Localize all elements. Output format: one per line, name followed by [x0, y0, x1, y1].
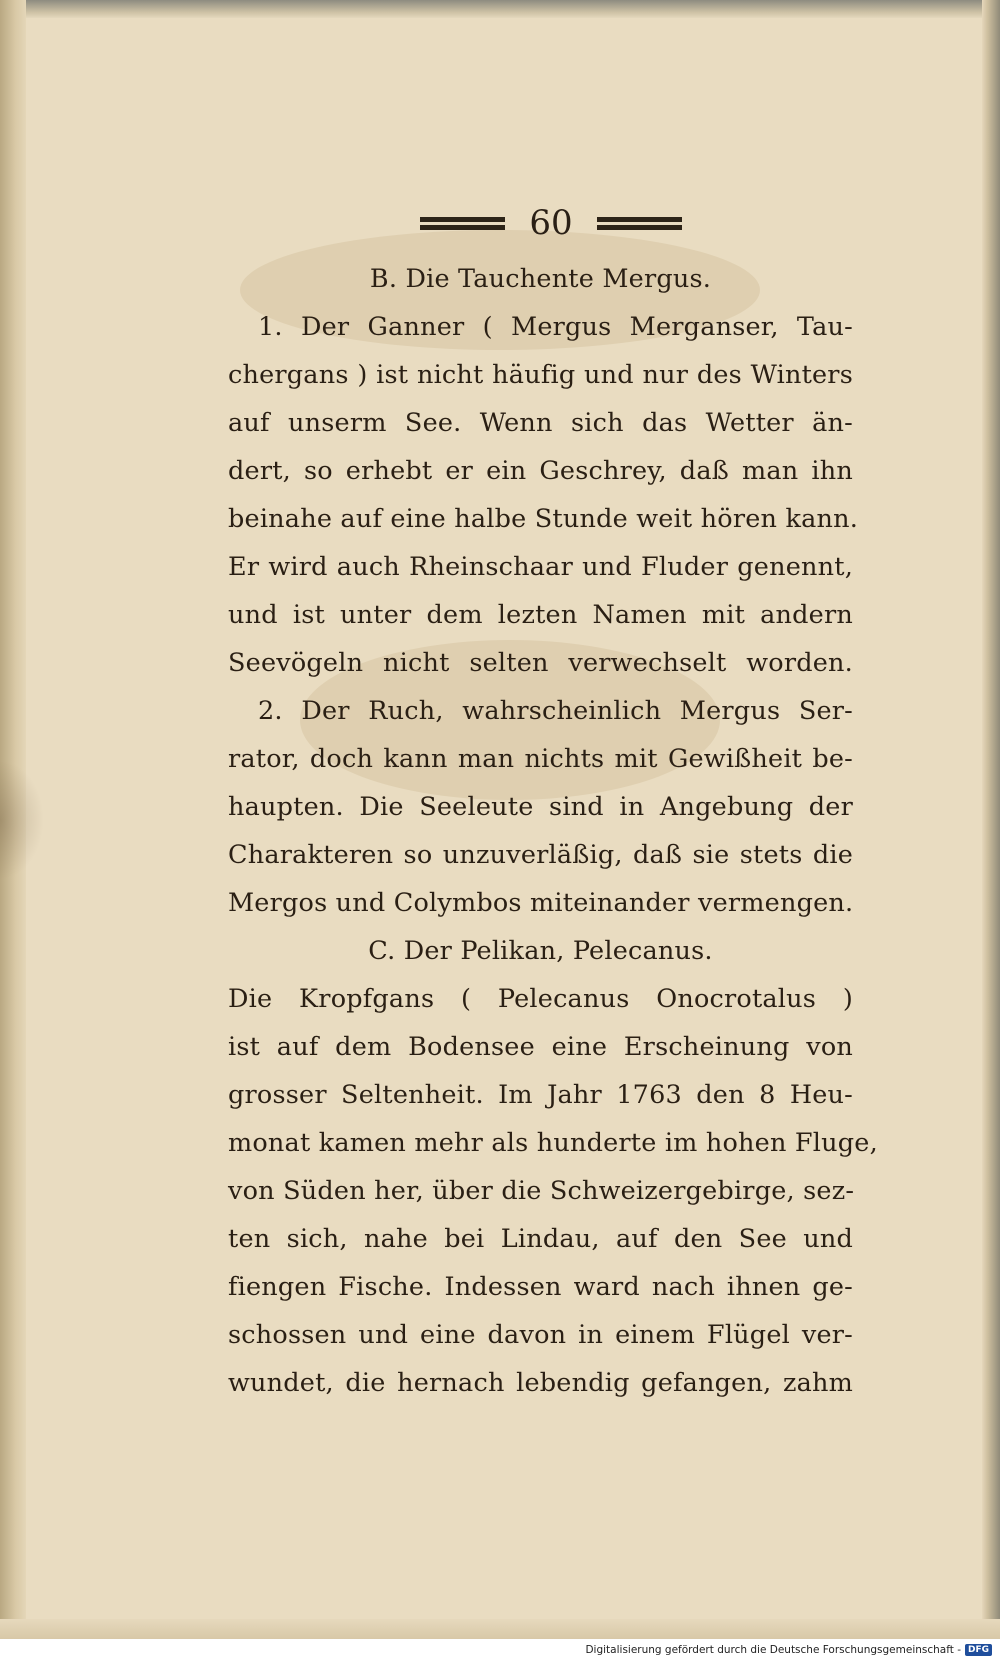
text-line: Er wird auch Rheinschaar und Fluder genennt,: [228, 552, 853, 582]
text-line: ist auf dem Bodensee eine Erscheinung von: [228, 1032, 853, 1062]
digitization-footer: [0, 1639, 1000, 1661]
text-line: Mergos und Colymbos miteinander vermengen.: [228, 888, 854, 918]
page-number: 60: [529, 203, 573, 243]
rule-line: [420, 217, 505, 222]
text-line: von Süden her, über die Schweizergebirge, sez-: [228, 1176, 855, 1206]
dfg-logo[interactable]: DFG: [965, 1644, 992, 1656]
header-rule-right: [597, 217, 682, 230]
text-line: auf unserm See. Wenn sich das Wetter än-: [228, 408, 853, 438]
text-line: 2. Der Ruch, wahrscheinlich Mergus Ser-: [258, 696, 853, 726]
body-text: [228, 255, 878, 1407]
text-line: 1. Der Ganner ( Mergus Merganser, Tau-: [258, 312, 853, 342]
page-bottom-edge: [0, 1619, 1000, 1639]
page-right-edge: [982, 0, 1000, 1661]
rule-line: [420, 225, 505, 230]
text-line: schossen und eine davon in einem Flügel ver-: [228, 1320, 853, 1350]
text-line: wundet, die hernach lebendig gefangen, zahm: [228, 1368, 853, 1398]
text-line: Seevögeln nicht selten verwechselt worden.: [228, 648, 853, 678]
section-heading: B. Die Tauchente Mergus.: [369, 264, 712, 294]
rule-line: [597, 217, 682, 222]
text-line: dert, so erhebt er ein Geschrey, daß man ihn: [228, 456, 853, 486]
text-line: haupten. Die Seeleute sind in Angebung der: [228, 792, 853, 822]
header-rule-left: [420, 217, 505, 230]
binding-clip-shadow: [0, 760, 44, 880]
text-line: grosser Seltenheit. Im Jahr 1763 den 8 Heu-: [228, 1080, 853, 1110]
text-line: beinahe auf eine halbe Stunde weit hören kann.: [228, 504, 859, 534]
text-line: ten sich, nahe bei Lindau, auf den See und: [228, 1224, 853, 1254]
text-line: rator, doch kann man nichts mit Gewißheit be-: [228, 744, 853, 774]
page-top-edge: [0, 0, 1000, 18]
section-subheading: C. Der Pelikan, Pelecanus.: [368, 936, 713, 966]
text-line: chergans ) ist nicht häufig und nur des Winters: [228, 360, 853, 390]
text-line: und ist unter dem lezten Namen mit andern: [228, 600, 853, 630]
rule-line: [597, 225, 682, 230]
text-line: Charakteren so unzuverläßig, daß sie stets die: [228, 840, 853, 870]
text-line: monat kamen mehr als hunderte im hohen Fluge,: [228, 1128, 878, 1158]
page-header: [420, 203, 682, 243]
footer-credit: Digitalisierung gefördert durch die Deutsche Forschungsgemeinschaft -: [585, 1644, 961, 1656]
text-line: Die Kropfgans ( Pelecanus Onocrotalus ): [228, 984, 853, 1014]
text-line: fiengen Fische. Indessen ward nach ihnen ge-: [228, 1272, 853, 1302]
